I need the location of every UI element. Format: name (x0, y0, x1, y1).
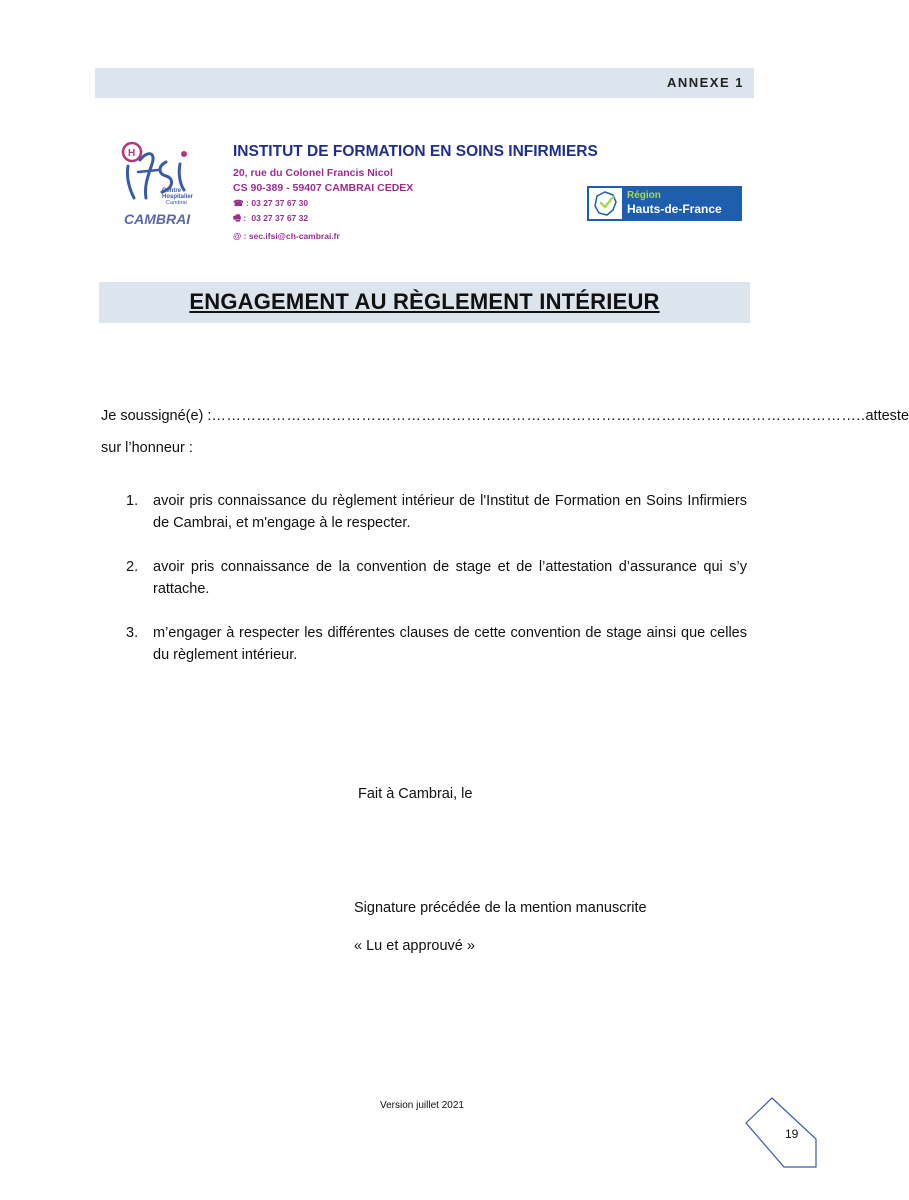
list-item (101, 556, 747, 600)
declaration-suffix: atteste (865, 408, 909, 424)
institute-email-row (233, 231, 598, 241)
email-icon: @ : (233, 231, 247, 241)
place-date-line: Fait à Cambrai, le (358, 786, 473, 802)
institute-email: sec.ifsi@ch-cambrai.fr (248, 231, 340, 241)
signature-instruction: Signature précédée de la mention manuscrite (354, 900, 647, 916)
commitment-list (101, 490, 747, 666)
institute-block (233, 143, 598, 241)
logo-sub-1: Centre (162, 188, 182, 194)
annex-header-bar (95, 68, 754, 98)
declaration-prefix: Je soussigné(e) : (101, 408, 212, 424)
declaration-line (101, 406, 909, 427)
region-label: Région (627, 190, 661, 201)
annex-label: ANNEXE 1 (666, 75, 744, 90)
list-item (101, 622, 747, 666)
phone-icon: ☎ : (233, 198, 249, 208)
page-number-shape (744, 1097, 818, 1169)
signature-mention: « Lu et approuvé » (354, 938, 475, 954)
svg-text:H: H (128, 148, 136, 159)
document-title-bar (99, 282, 750, 323)
institute-postal: CS 90-389 - 59407 CAMBRAI CEDEX (233, 182, 414, 194)
institute-fax: 03 27 37 67 32 (251, 213, 309, 223)
logo-cambrai-text: CAMBRAI (124, 211, 191, 227)
list-item-text: avoir pris connaissance du règlement intérieur de l'Institut de Formation en Soins Infirmiers de Cambrai, et m'engage à le respecter. (153, 493, 747, 531)
document-title: ENGAGEMENT AU RÈGLEMENT INTÉRIEUR (189, 289, 660, 314)
ifsi-logo (118, 140, 210, 236)
version-label: Version juillet 2021 (380, 1100, 464, 1111)
fax-icon: 🖷 : (233, 213, 247, 223)
institute-fax-row (233, 213, 598, 227)
institute-name: INSTITUT DE FORMATION EN SOINS INFIRMIERS (233, 143, 598, 160)
institute-address: 20, rue du Colonel Francis Nicol (233, 167, 393, 179)
declaration-line-2: sur l’honneur : (101, 440, 193, 456)
page-number: 19 (785, 1127, 799, 1141)
logo-sub-3: Cambrai (166, 200, 187, 206)
list-item-number: 3. (126, 625, 139, 641)
list-item-number: 2. (126, 559, 139, 575)
institute-phone-row (233, 198, 598, 209)
declaration-blank[interactable]: ………………………………………………………………………………………………………………….. (211, 408, 866, 424)
institute-phone: 03 27 37 67 30 (251, 198, 309, 208)
region-hauts-de-france-logo (587, 186, 742, 221)
logo-sub-2: Hospitalier (162, 194, 194, 200)
region-name: Hauts-de-France (627, 202, 722, 216)
declaration-block (101, 406, 909, 459)
list-item-number: 1. (126, 493, 139, 509)
list-item-text: m’engager à respecter les différentes clauses de cette convention de stage ainsi que celles du règlement intérieur. (153, 625, 747, 663)
france-map-icon (589, 188, 622, 219)
list-item-text: avoir pris connaissance de la convention de stage et de l’attestation d’assurance qui s’y rattache. (153, 559, 747, 597)
list-item (101, 490, 747, 534)
